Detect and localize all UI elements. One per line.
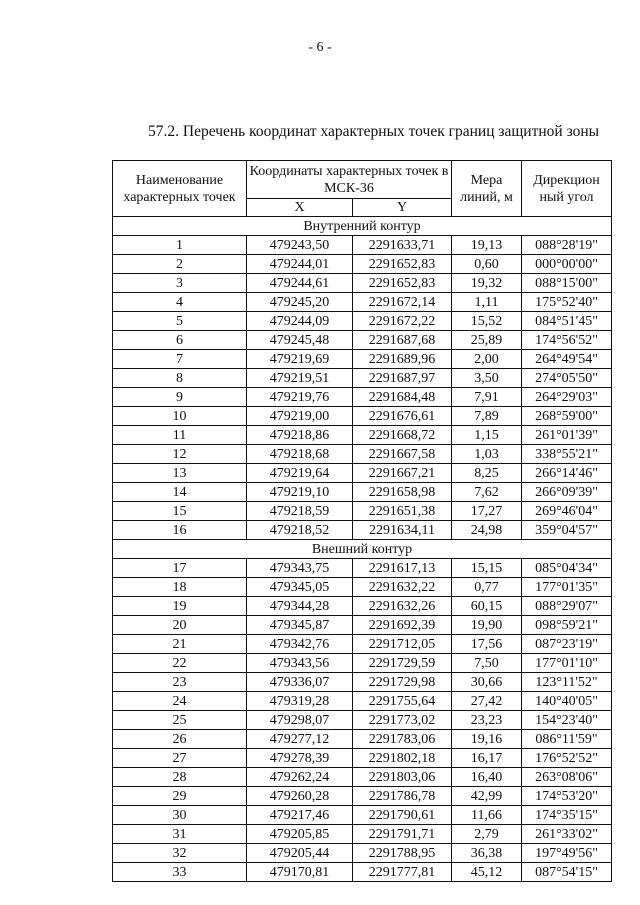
header-coordinates: Координаты характерных точек в МСК-36 [247,161,452,199]
point-number-cell: 5 [113,312,247,331]
y-coordinate-cell: 2291651,38 [353,502,452,521]
direction-angle-cell: 177°01'35" [522,578,612,597]
line-length-cell: 15,52 [452,312,522,331]
x-coordinate-cell: 479343,56 [247,654,353,673]
x-coordinate-cell: 479205,44 [247,844,353,863]
section-title: Внутренний контур [113,217,612,236]
table-row [113,502,612,521]
line-length-cell: 19,90 [452,616,522,635]
point-number-cell: 24 [113,692,247,711]
y-coordinate-cell: 2291632,22 [353,578,452,597]
y-coordinate-cell: 2291803,06 [353,768,452,787]
table-row [113,787,612,806]
point-number-cell: 25 [113,711,247,730]
table-row [113,388,612,407]
line-length-cell: 7,89 [452,407,522,426]
line-length-cell: 19,16 [452,730,522,749]
line-length-cell: 17,27 [452,502,522,521]
y-coordinate-cell: 2291632,26 [353,597,452,616]
y-coordinate-cell: 2291676,61 [353,407,452,426]
point-number-cell: 14 [113,483,247,502]
x-coordinate-cell: 479298,07 [247,711,353,730]
x-coordinate-cell: 479170,81 [247,863,353,882]
table-row [113,863,612,882]
point-number-cell: 27 [113,749,247,768]
header-point-name: Наименование характерных точек [113,161,247,217]
x-coordinate-cell: 479278,39 [247,749,353,768]
y-coordinate-cell: 2291692,39 [353,616,452,635]
table-row [113,825,612,844]
x-coordinate-cell: 479344,28 [247,597,353,616]
direction-angle-cell: 123°11'52" [522,673,612,692]
point-number-cell: 12 [113,445,247,464]
direction-angle-cell: 264°29'03" [522,388,612,407]
table-row [113,521,612,540]
point-number-cell: 18 [113,578,247,597]
x-coordinate-cell: 479319,28 [247,692,353,711]
direction-angle-cell: 263°08'06" [522,768,612,787]
x-coordinate-cell: 479219,51 [247,369,353,388]
direction-angle-cell: 359°04'57" [522,521,612,540]
line-length-cell: 19,13 [452,236,522,255]
direction-angle-cell: 274°05'50" [522,369,612,388]
point-number-cell: 26 [113,730,247,749]
direction-angle-cell: 098°59'21" [522,616,612,635]
table-row [113,464,612,483]
x-coordinate-cell: 479244,01 [247,255,353,274]
line-length-cell: 1,15 [452,426,522,445]
section-header-row [113,217,612,236]
x-coordinate-cell: 479260,28 [247,787,353,806]
table-row [113,768,612,787]
table-row [113,483,612,502]
direction-angle-cell: 261°33'02" [522,825,612,844]
y-coordinate-cell: 2291617,13 [353,559,452,578]
point-number-cell: 15 [113,502,247,521]
y-coordinate-cell: 2291755,64 [353,692,452,711]
point-number-cell: 17 [113,559,247,578]
table-body [113,217,612,882]
line-length-cell: 7,62 [452,483,522,502]
point-number-cell: 1 [113,236,247,255]
y-coordinate-cell: 2291689,96 [353,350,452,369]
direction-angle-cell: 264°49'54" [522,350,612,369]
direction-angle-cell: 084°51'45" [522,312,612,331]
point-number-cell: 11 [113,426,247,445]
direction-angle-cell: 174°56'52" [522,331,612,350]
line-length-cell: 16,40 [452,768,522,787]
section-title: Внешний контур [113,540,612,559]
direction-angle-cell: 088°28'19" [522,236,612,255]
line-length-cell: 15,15 [452,559,522,578]
x-coordinate-cell: 479219,10 [247,483,353,502]
point-number-cell: 33 [113,863,247,882]
line-length-cell: 7,50 [452,654,522,673]
y-coordinate-cell: 2291687,97 [353,369,452,388]
table-row [113,445,612,464]
direction-angle-cell: 174°35'15" [522,806,612,825]
point-number-cell: 10 [113,407,247,426]
section-header-row [113,540,612,559]
point-number-cell: 13 [113,464,247,483]
table-row [113,274,612,293]
line-length-cell: 30,66 [452,673,522,692]
x-coordinate-cell: 479219,76 [247,388,353,407]
direction-angle-cell: 266°14'46" [522,464,612,483]
x-coordinate-cell: 479219,64 [247,464,353,483]
table-row [113,407,612,426]
direction-angle-cell: 087°23'19" [522,635,612,654]
table-row [113,578,612,597]
line-length-cell: 17,56 [452,635,522,654]
line-length-cell: 8,25 [452,464,522,483]
table-row [113,597,612,616]
y-coordinate-cell: 2291633,71 [353,236,452,255]
direction-angle-cell: 266°09'39" [522,483,612,502]
table-row [113,312,612,331]
y-coordinate-cell: 2291777,81 [353,863,452,882]
y-coordinate-cell: 2291634,11 [353,521,452,540]
direction-angle-cell: 086°11'59" [522,730,612,749]
x-coordinate-cell: 479345,05 [247,578,353,597]
point-number-cell: 22 [113,654,247,673]
table-row [113,692,612,711]
direction-angle-cell: 154°23'40" [522,711,612,730]
line-length-cell: 36,38 [452,844,522,863]
point-number-cell: 31 [113,825,247,844]
line-length-cell: 25,89 [452,331,522,350]
point-number-cell: 3 [113,274,247,293]
point-number-cell: 9 [113,388,247,407]
y-coordinate-cell: 2291667,58 [353,445,452,464]
x-coordinate-cell: 479336,07 [247,673,353,692]
x-coordinate-cell: 479218,86 [247,426,353,445]
y-coordinate-cell: 2291790,61 [353,806,452,825]
x-coordinate-cell: 479342,76 [247,635,353,654]
x-coordinate-cell: 479245,48 [247,331,353,350]
direction-angle-cell: 087°54'15" [522,863,612,882]
direction-angle-cell: 268°59'00" [522,407,612,426]
point-number-cell: 16 [113,521,247,540]
y-coordinate-cell: 2291783,06 [353,730,452,749]
point-number-cell: 30 [113,806,247,825]
table-row [113,635,612,654]
coordinates-table [112,160,612,882]
point-number-cell: 28 [113,768,247,787]
y-coordinate-cell: 2291729,98 [353,673,452,692]
line-length-cell: 42,99 [452,787,522,806]
direction-angle-cell: 140°40'05" [522,692,612,711]
x-coordinate-cell: 479218,52 [247,521,353,540]
line-length-cell: 1,03 [452,445,522,464]
table-row [113,711,612,730]
direction-angle-cell: 085°04'34" [522,559,612,578]
y-coordinate-cell: 2291802,18 [353,749,452,768]
point-number-cell: 20 [113,616,247,635]
direction-angle-cell: 261°01'39" [522,426,612,445]
table-row [113,673,612,692]
direction-angle-cell: 176°52'52" [522,749,612,768]
table-row [113,844,612,863]
point-number-cell: 29 [113,787,247,806]
point-number-cell: 19 [113,597,247,616]
table-row [113,616,612,635]
table-row [113,749,612,768]
point-number-cell: 4 [113,293,247,312]
point-number-cell: 6 [113,331,247,350]
y-coordinate-cell: 2291786,78 [353,787,452,806]
y-coordinate-cell: 2291672,14 [353,293,452,312]
y-coordinate-cell: 2291668,72 [353,426,452,445]
point-number-cell: 21 [113,635,247,654]
x-coordinate-cell: 479262,24 [247,768,353,787]
table-row [113,331,612,350]
table-row [113,806,612,825]
line-length-cell: 24,98 [452,521,522,540]
point-number-cell: 8 [113,369,247,388]
header-line-length: Мера линий, м [452,161,522,217]
point-number-cell: 2 [113,255,247,274]
x-coordinate-cell: 479205,85 [247,825,353,844]
line-length-cell: 3,50 [452,369,522,388]
point-number-cell: 32 [113,844,247,863]
direction-angle-cell: 338°55'21" [522,445,612,464]
point-number-cell: 7 [113,350,247,369]
line-length-cell: 27,42 [452,692,522,711]
direction-angle-cell: 174°53'20" [522,787,612,806]
y-coordinate-cell: 2291791,71 [353,825,452,844]
line-length-cell: 2,00 [452,350,522,369]
x-coordinate-cell: 479219,00 [247,407,353,426]
direction-angle-cell: 088°15'00" [522,274,612,293]
x-coordinate-cell: 479244,09 [247,312,353,331]
x-coordinate-cell: 479345,87 [247,616,353,635]
y-coordinate-cell: 2291729,59 [353,654,452,673]
x-coordinate-cell: 479219,69 [247,350,353,369]
line-length-cell: 11,66 [452,806,522,825]
y-coordinate-cell: 2291652,83 [353,255,452,274]
line-length-cell: 0,77 [452,578,522,597]
x-coordinate-cell: 479218,59 [247,502,353,521]
table-row [113,236,612,255]
header-y: Y [353,199,452,217]
y-coordinate-cell: 2291687,68 [353,331,452,350]
y-coordinate-cell: 2291658,98 [353,483,452,502]
direction-angle-cell: 000°00'00" [522,255,612,274]
x-coordinate-cell: 479244,61 [247,274,353,293]
table-row [113,369,612,388]
x-coordinate-cell: 479243,50 [247,236,353,255]
line-length-cell: 1,11 [452,293,522,312]
page-number: - 6 - [308,40,332,55]
table-row [113,255,612,274]
table-row [113,293,612,312]
direction-angle-cell: 088°29'07" [522,597,612,616]
table-header [113,161,612,217]
line-length-cell: 19,32 [452,274,522,293]
table-row [113,350,612,369]
header-x: X [247,199,353,217]
header-direction-angle: Дирекцион ный угол [522,161,612,217]
y-coordinate-cell: 2291672,22 [353,312,452,331]
direction-angle-cell: 177°01'10" [522,654,612,673]
y-coordinate-cell: 2291652,83 [353,274,452,293]
x-coordinate-cell: 479218,68 [247,445,353,464]
y-coordinate-cell: 2291667,21 [353,464,452,483]
y-coordinate-cell: 2291788,95 [353,844,452,863]
x-coordinate-cell: 479217,46 [247,806,353,825]
line-length-cell: 7,91 [452,388,522,407]
y-coordinate-cell: 2291773,02 [353,711,452,730]
y-coordinate-cell: 2291684,48 [353,388,452,407]
table-row [113,426,612,445]
line-length-cell: 23,23 [452,711,522,730]
x-coordinate-cell: 479245,20 [247,293,353,312]
line-length-cell: 45,12 [452,863,522,882]
direction-angle-cell: 269°46'04" [522,502,612,521]
direction-angle-cell: 197°49'56" [522,844,612,863]
x-coordinate-cell: 479343,75 [247,559,353,578]
line-length-cell: 16,17 [452,749,522,768]
document-title: 57.2. Перечень координат характерных точек границ защитной зоны [148,123,600,140]
point-number-cell: 23 [113,673,247,692]
x-coordinate-cell: 479277,12 [247,730,353,749]
line-length-cell: 0,60 [452,255,522,274]
table-row [113,654,612,673]
line-length-cell: 60,15 [452,597,522,616]
table-row [113,730,612,749]
line-length-cell: 2,79 [452,825,522,844]
table-row [113,559,612,578]
direction-angle-cell: 175°52'40" [522,293,612,312]
y-coordinate-cell: 2291712,05 [353,635,452,654]
